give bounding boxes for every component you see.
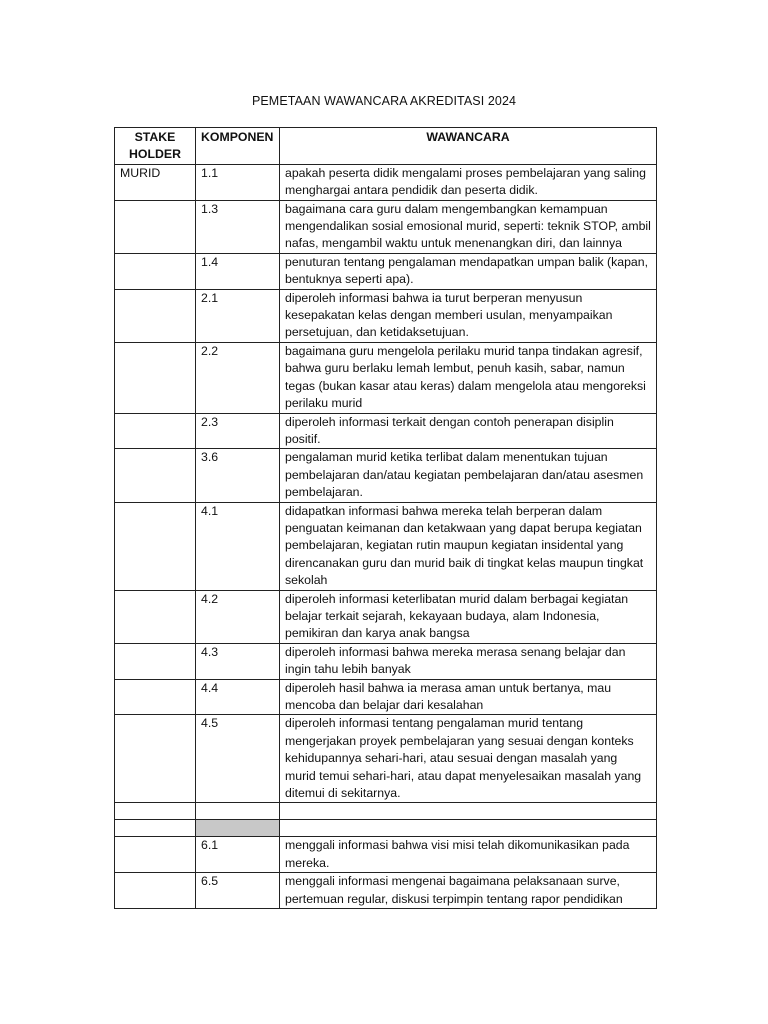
cell-stakeholder [115, 502, 196, 590]
cell-komponen: 4.3 [196, 643, 280, 679]
cell-komponen: 3.6 [196, 449, 280, 502]
table-row [115, 413, 657, 449]
cell-empty [280, 803, 657, 820]
cell-wawancara: apakah peserta didik mengalami proses pembelajaran yang saling menghargai antara pendidik dan peserta didik. [280, 164, 657, 200]
table-row [115, 715, 657, 803]
cell-komponen: 6.5 [196, 873, 280, 909]
cell-komponen: 1.4 [196, 253, 280, 289]
cell-wawancara: menggali informasi bahwa visi misi telah dikomunikasikan pada mereka. [280, 837, 657, 873]
table-row [115, 200, 657, 253]
cell-stakeholder [115, 590, 196, 643]
cell-komponen: 4.2 [196, 590, 280, 643]
table-row [115, 873, 657, 909]
cell-komponen: 2.1 [196, 289, 280, 342]
cell-stakeholder: MURID [115, 164, 196, 200]
cell-wawancara: diperoleh informasi bahwa ia turut berperan menyusun kesepakatan kelas dengan memberi usulan, menyampaikan persetujuan, dan ketidaksetujuan. [280, 289, 657, 342]
header-wawancara: WAWANCARA [280, 128, 657, 165]
cell-stakeholder [115, 413, 196, 449]
cell-stakeholder [115, 200, 196, 253]
cell-stakeholder [115, 643, 196, 679]
cell-stakeholder [115, 253, 196, 289]
table-row [115, 164, 657, 200]
cell-empty [115, 803, 196, 820]
cell-stakeholder [115, 449, 196, 502]
cell-wawancara: menggali informasi mengenai bagaimana pelaksanaan surve, pertemuan regular, diskusi terpimpin tentang rapor pendidikan [280, 873, 657, 909]
table-row [115, 837, 657, 873]
cell-komponen: 6.1 [196, 837, 280, 873]
cell-shaded [196, 820, 280, 837]
table-row [115, 590, 657, 643]
table-row [115, 449, 657, 502]
table-row [115, 342, 657, 413]
cell-komponen: 1.1 [196, 164, 280, 200]
cell-wawancara: didapatkan informasi bahwa mereka telah berperan dalam penguatan keimanan dan ketakwaan yang dapat berupa kegiatan pembelajaran, kegiatan rutin maupun kegiatan insidental yang direncanakan guru dan murid baik di tingkat kelas maupun tingkat sekolah [280, 502, 657, 590]
cell-stakeholder [115, 679, 196, 715]
document-title: PEMETAAN WAWANCARA AKREDITASI 2024 [251, 94, 517, 108]
cell-stakeholder [115, 873, 196, 909]
cell-empty [115, 820, 196, 837]
cell-komponen: 2.3 [196, 413, 280, 449]
table-row [115, 643, 657, 679]
cell-stakeholder [115, 837, 196, 873]
cell-komponen: 4.1 [196, 502, 280, 590]
cell-komponen: 4.4 [196, 679, 280, 715]
table-row [115, 289, 657, 342]
cell-stakeholder [115, 715, 196, 803]
cell-stakeholder [115, 289, 196, 342]
cell-empty [196, 803, 280, 820]
cell-wawancara: diperoleh informasi tentang pengalaman murid tentang mengerjakan proyek pembelajaran yang sesuai dengan konteks kehidupannya sehari-hari, atau sesuai dengan masalah yang murid temui sehari-hari, atau dapat menyelesaikan masalah yang ditemui di sekitarnya. [280, 715, 657, 803]
cell-komponen: 1.3 [196, 200, 280, 253]
cell-wawancara: bagaimana cara guru dalam mengembangkan kemampuan mengendalikan sosial emosional murid, seperti: teknik STOP, ambil nafas, mengambil waktu untuk menenangkan diri, dan lainnya [280, 200, 657, 253]
cell-komponen: 2.2 [196, 342, 280, 413]
table-row [115, 253, 657, 289]
header-komponen: KOMPONEN [196, 128, 280, 165]
empty-row [115, 803, 657, 820]
interview-mapping-table [114, 127, 657, 909]
cell-wawancara: diperoleh informasi keterlibatan murid dalam berbagai kegiatan belajar terkait sejarah, kekayaan budaya, alam Indonesia, pemikiran dan karya anak bangsa [280, 590, 657, 643]
cell-wawancara: pengalaman murid ketika terlibat dalam menentukan tujuan pembelajaran dan/atau kegiatan pembelajaran dan/atau asesmen pembelajaran. [280, 449, 657, 502]
cell-komponen: 4.5 [196, 715, 280, 803]
header-stakeholder: STAKE HOLDER [115, 128, 196, 165]
cell-wawancara: penuturan tentang pengalaman mendapatkan umpan balik (kapan, bentuknya seperti apa). [280, 253, 657, 289]
cell-wawancara: diperoleh informasi bahwa mereka merasa senang belajar dan ingin tahu lebih banyak [280, 643, 657, 679]
cell-empty [280, 820, 657, 837]
table-row [115, 502, 657, 590]
cell-wawancara: bagaimana guru mengelola perilaku murid tanpa tindakan agresif, bahwa guru berlaku lemah lembut, penuh kasih, sabar, namun tegas (bukan kasar atau keras) dalam mengelola atau mengoreksi perilaku murid [280, 342, 657, 413]
cell-stakeholder [115, 342, 196, 413]
cell-wawancara: diperoleh hasil bahwa ia merasa aman untuk bertanya, mau mencoba dan belajar dari kesalahan [280, 679, 657, 715]
table-row [115, 679, 657, 715]
table-header-row [115, 128, 657, 165]
section-divider-row [115, 820, 657, 837]
cell-wawancara: diperoleh informasi terkait dengan contoh penerapan disiplin positif. [280, 413, 657, 449]
